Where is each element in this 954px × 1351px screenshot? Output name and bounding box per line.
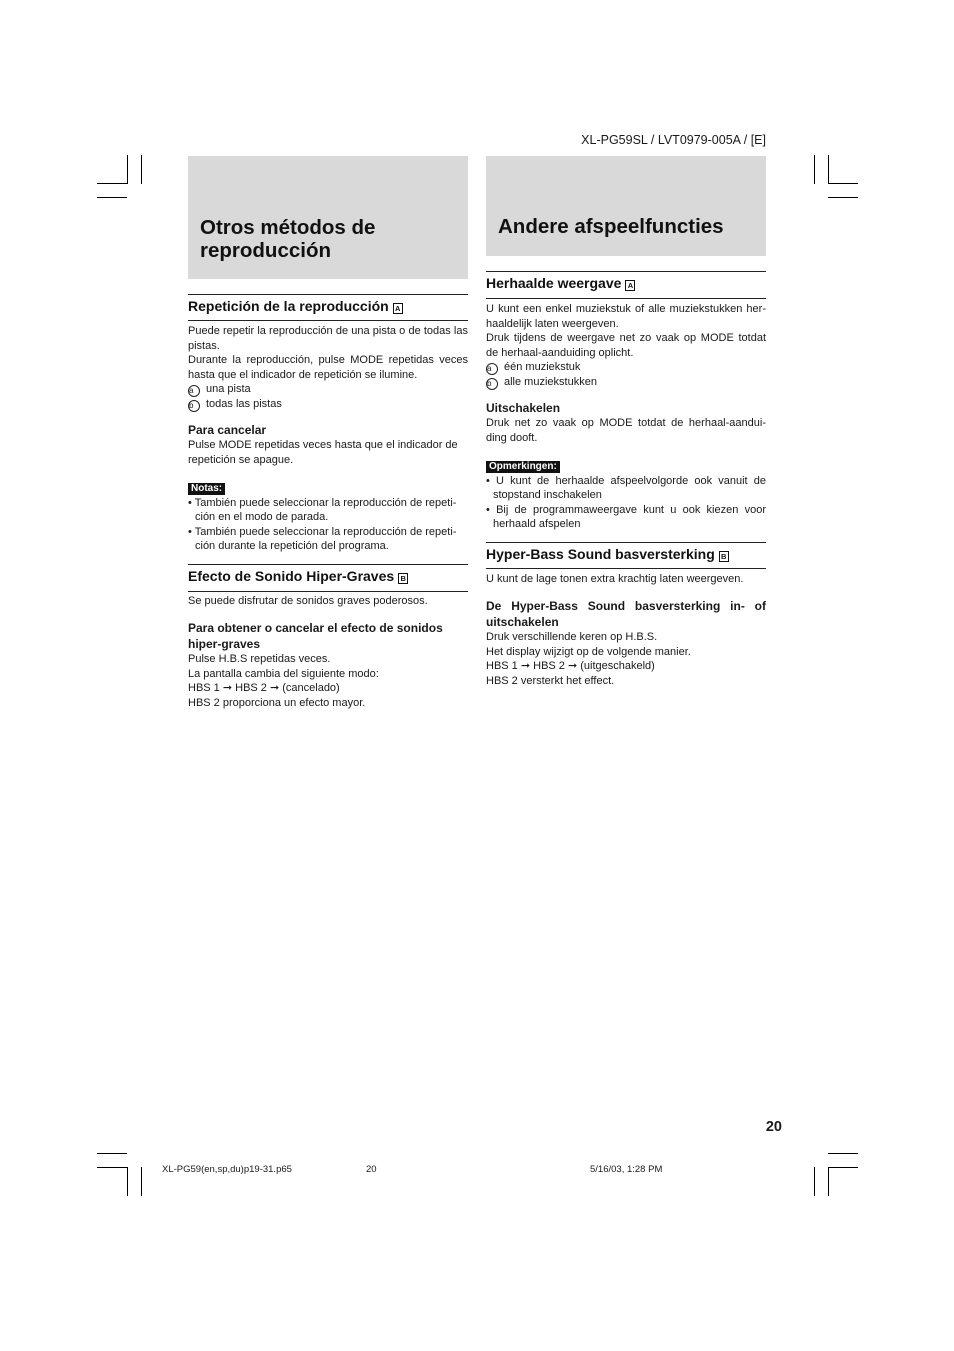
left-section-heading-repeat: Repetición de la reproducción A xyxy=(188,294,468,321)
crop-mark xyxy=(141,1167,142,1196)
right-notes xyxy=(486,459,766,532)
circle-a-icon: a xyxy=(188,385,200,397)
right-title-box xyxy=(486,156,766,256)
crop-mark xyxy=(127,155,128,184)
circle-b-icon: b xyxy=(486,378,498,390)
left-section-heading-bass: Efecto de Sonido Hiper-Graves B xyxy=(188,564,468,592)
crop-mark xyxy=(97,183,127,184)
crop-mark xyxy=(141,155,142,184)
left-title-box xyxy=(188,156,468,279)
right-section-heading-repeat: Herhaalde weergave A xyxy=(486,271,766,299)
crop-mark xyxy=(828,155,829,184)
right-page-title: Andere afspeelfuncties xyxy=(498,215,724,238)
right-cancel-block: Uitschakelen Druk net zo vaak op MODE totdat de herhaal-aandui-ding dooft. xyxy=(486,401,766,444)
left-bass-intro: Se puede disfrutar de sonidos graves poderosos. xyxy=(188,595,428,607)
circle-a-icon: a xyxy=(486,363,498,375)
subheading: Uitschakelen xyxy=(486,401,561,415)
figure-ref-b: B xyxy=(398,573,408,584)
crop-mark xyxy=(97,197,127,198)
list-item: a una pista xyxy=(189,383,251,396)
crop-mark xyxy=(814,155,815,184)
note-item: • También puede seleccionar la reproducción de repeti-ción en el modo de parada. xyxy=(188,496,457,524)
footer-page: 20 xyxy=(366,1164,377,1175)
crop-mark xyxy=(97,1167,127,1168)
left-cancel-block: Para cancelar Pulse MODE repetidas veces hasta que el indicador de repetición se apague. xyxy=(188,422,468,467)
note-item: • También puede seleccionar la reproducción de repeti-ción durante la repetición del programa. xyxy=(188,525,457,553)
page-number: 20 xyxy=(765,1119,782,1135)
figure-ref-b: B xyxy=(719,551,729,562)
crop-mark xyxy=(828,1167,829,1196)
crop-mark xyxy=(828,1153,858,1154)
notes-tag: Opmerkingen: xyxy=(486,461,560,473)
footer-file: XL-PG59(en,sp,du)p19-31.p65 xyxy=(162,1164,292,1175)
left-bass-block: Para obtener o cancelar el efecto de sonidos hiper-graves Pulse H.B.S repetidas veces. La pantalla cambia del siguiente modo: HBS 1 ➞ HBS 2 ➞ (cancelado) HBS 2 proporciona un efecto mayor. xyxy=(188,620,468,710)
left-repeat-text: Puede repetir la reproducción de una pista o de todas las pistas. Durante la reproducción, pulse MODE repetidas veces hasta que el indicador de repetición se ilumine. a una pista b todas las pistas xyxy=(188,325,468,411)
crop-mark xyxy=(828,1167,858,1168)
crop-mark xyxy=(828,197,858,198)
left-notes xyxy=(188,481,468,554)
note-item: • Bij de programmaweergave kunt u ook kiezen voor herhaald afspelen xyxy=(486,503,766,531)
right-section-heading-bass: Hyper-Bass Sound basversterking B xyxy=(486,542,766,569)
crop-mark xyxy=(97,1153,127,1154)
document-code: XL-PG59SL / LVT0979-005A / [E] xyxy=(581,133,766,147)
notes-tag: Notas: xyxy=(188,483,225,495)
crop-mark xyxy=(814,1167,815,1196)
list-item: a één muziekstuk xyxy=(487,361,581,374)
right-bass-intro: U kunt de lage tonen extra krachtig laten weergeven. xyxy=(486,573,744,585)
crop-mark xyxy=(127,1167,128,1196)
crop-mark xyxy=(828,183,858,184)
right-bass-block: De Hyper-Bass Sound basversterking in- of uitschakelen Druk verschillende keren op H.B.S. Het display wijzigt op de volgende manier. HBS 1 ➞ HBS 2 ➞ (uitgeschakeld) HBS 2 versterkt het effect. xyxy=(486,599,766,687)
left-page-title: Otros métodos de reproducción xyxy=(200,216,376,262)
subheading: De Hyper-Bass Sound basversterking in- of uitschakelen xyxy=(486,599,766,629)
list-item: b todas las pistas xyxy=(189,398,282,411)
footer-date: 5/16/03, 1:28 PM xyxy=(590,1164,663,1175)
figure-ref-a: A xyxy=(393,303,403,314)
circle-b-icon: b xyxy=(188,400,200,412)
subheading: Para obtener o cancelar el efecto de sonidos hiper-graves xyxy=(188,621,443,651)
subheading: Para cancelar xyxy=(188,423,267,437)
figure-ref-a: A xyxy=(625,280,635,291)
right-repeat-text: U kunt een enkel muziekstuk of alle muziekstukken her-haaldelijk laten weergeven. Druk tijdens de weergave net zo vaak op MODE totdat de herhaal-aanduiding oplicht. a één muziekstuk b alle muziekstukken xyxy=(486,303,766,389)
list-item: b alle muziekstukken xyxy=(487,376,597,389)
note-item: • U kunt de herhaalde afspeelvolgorde ook vanuit de stopstand inschakelen xyxy=(486,474,766,502)
